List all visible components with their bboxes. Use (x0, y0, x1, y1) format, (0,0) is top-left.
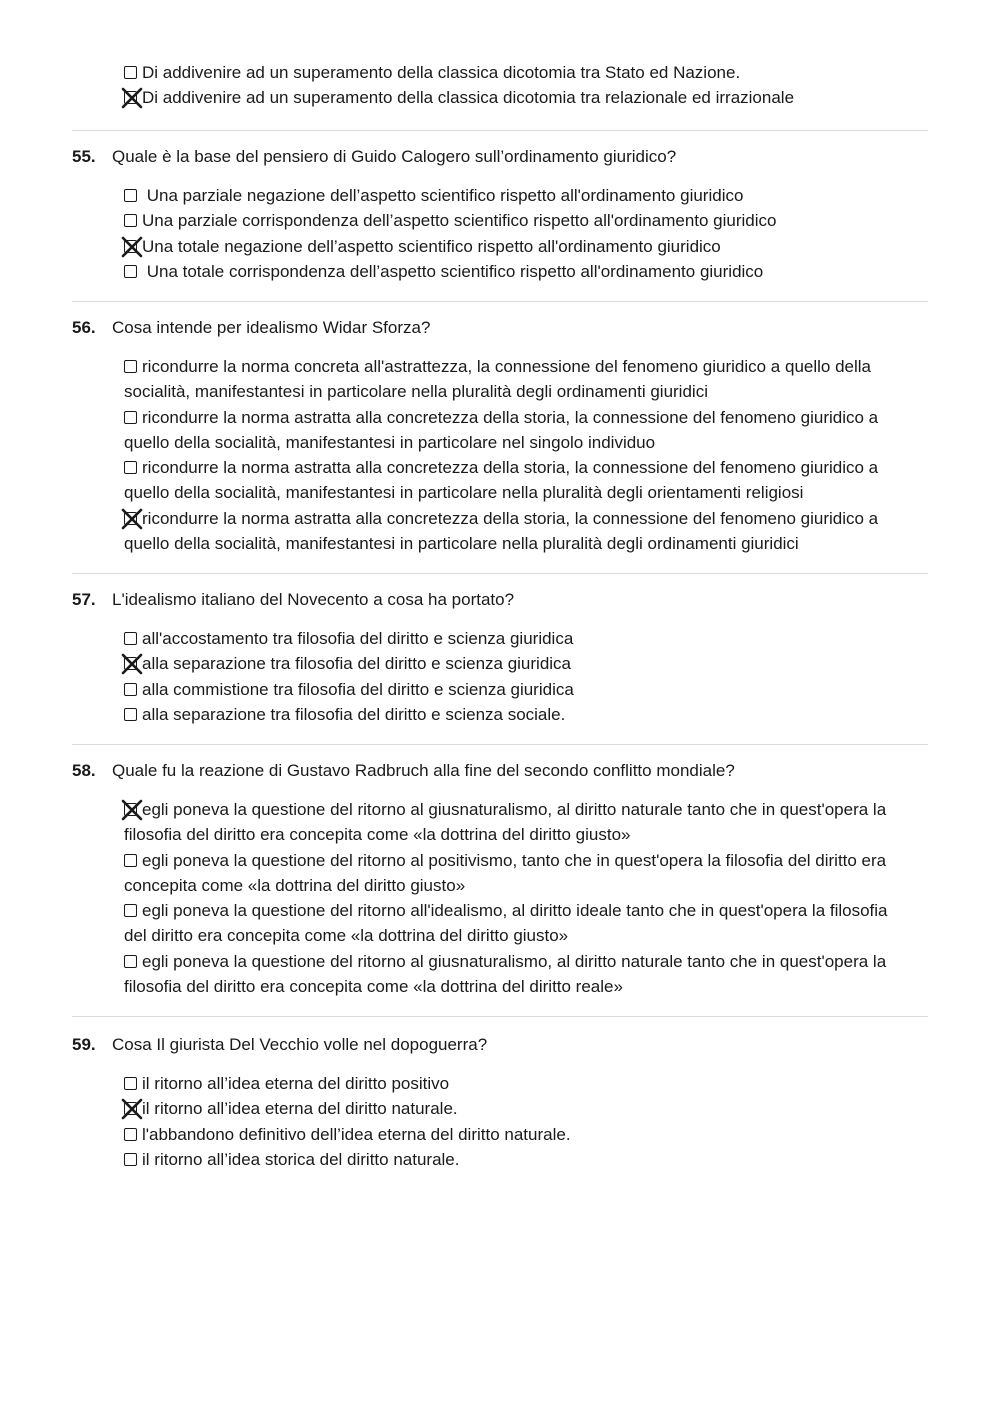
option-text: ricondurre la norma astratta alla concretezza della storia, la connessione del fenomeno giuridico a quello della socialità, manifestantesi in particolare nella pluralità degli orientamenti religiosi (124, 458, 879, 503)
checkbox-empty[interactable] (124, 955, 137, 968)
option-text: all'accostamento tra filosofia del diritto e scienza giuridica (142, 629, 574, 648)
option (124, 651, 914, 676)
option (124, 1147, 914, 1172)
checkbox-empty[interactable] (124, 854, 137, 867)
divider (72, 130, 928, 131)
option (124, 506, 914, 557)
option (124, 1096, 914, 1121)
option (124, 626, 914, 651)
question-54-continued (72, 60, 928, 111)
checkbox-empty[interactable] (124, 189, 137, 202)
question-text: L'idealismo italiano del Novecento a cosa ha portato? (112, 590, 515, 609)
checkbox-empty[interactable] (124, 1128, 137, 1141)
options-list (124, 183, 914, 284)
options-list (124, 60, 914, 111)
option-text: ricondurre la norma concreta all'astrattezza, la connessione del fenomeno giuridico a quello della socialità, manifestantesi in particolare nella pluralità degli ordinamenti giuridici (124, 357, 871, 402)
question-text: Cosa Il giurista Del Vecchio volle nel dopoguerra? (112, 1035, 488, 1054)
checkbox-empty[interactable] (124, 632, 137, 645)
option (124, 797, 914, 848)
option (124, 1122, 914, 1147)
cross-mark-icon (120, 507, 144, 531)
cross-mark-icon (120, 798, 144, 822)
option-text: Una totale negazione dell’aspetto scientifico rispetto all'ordinamento giuridico (142, 236, 721, 256)
option (124, 455, 914, 506)
divider (72, 744, 928, 745)
option-text: l'abbandono definitivo dell’idea eterna del diritto naturale. (142, 1124, 571, 1144)
checkbox-empty[interactable] (124, 265, 137, 278)
question-number: 58. (72, 761, 96, 780)
option (124, 949, 914, 1000)
option-text: alla separazione tra filosofia del diritto e scienza giuridica (142, 654, 572, 674)
option-text: Una totale corrispondenza dell’aspetto scientifico rispetto all'ordinamento giuridico (142, 261, 764, 281)
question-58 (72, 759, 928, 999)
checkbox-empty[interactable] (124, 461, 137, 474)
option (124, 405, 914, 456)
option (124, 354, 914, 405)
cross-mark-icon (120, 1097, 144, 1121)
option (124, 848, 914, 899)
option-text: Di addivenire ad un superamento della classica dicotomia tra relazionale ed irrazionale (142, 88, 795, 108)
option-text: Di addivenire ad un superamento della classica dicotomia tra Stato ed Nazione. (142, 63, 741, 82)
question-56 (72, 316, 928, 556)
divider (72, 301, 928, 302)
question-55 (72, 145, 928, 284)
options-list (124, 626, 914, 727)
option (124, 234, 914, 259)
option (124, 898, 914, 949)
checkbox-empty[interactable] (124, 360, 137, 373)
question-number: 59. (72, 1035, 96, 1054)
option-text: il ritorno all’idea eterna del diritto positivo (142, 1074, 450, 1093)
checkbox-checked[interactable] (124, 803, 137, 816)
option-text: Una parziale corrispondenza dell’aspetto scientifico rispetto all'ordinamento giuridico (142, 211, 777, 231)
checkbox-empty[interactable] (124, 214, 137, 227)
options-list (124, 797, 914, 999)
options-list (124, 354, 914, 556)
option-text: ricondurre la norma astratta alla concretezza della storia, la connessione del fenomeno giuridico a quello della socialità, manifestantesi in particolare nel singolo individuo (124, 407, 879, 452)
option-text: alla separazione tra filosofia del diritto e scienza sociale. (142, 704, 566, 724)
checkbox-empty[interactable] (124, 411, 137, 424)
option (124, 702, 914, 727)
checkbox-empty[interactable] (124, 1153, 137, 1166)
checkbox-empty[interactable] (124, 1077, 137, 1090)
option-text: ricondurre la norma astratta alla concretezza della storia, la connessione del fenomeno giuridico a quello della socialità, manifestantesi in particolare nella pluralità degli ordinamenti giuridici (124, 508, 879, 554)
checkbox-checked[interactable] (124, 240, 137, 253)
cross-mark-icon (120, 235, 144, 259)
checkbox-empty[interactable] (124, 683, 137, 696)
option (124, 183, 914, 208)
question-number: 57. (72, 590, 96, 609)
question-57 (72, 588, 928, 727)
option (124, 208, 914, 233)
question-text: Quale è la base del pensiero di Guido Calogero sull’ordinamento giuridico? (112, 147, 677, 166)
option-text: egli poneva la questione del ritorno al giusnaturalismo, al diritto naturale tanto che in quest'opera la filosofia del diritto era concepita come «la dottrina del diritto reale» (124, 951, 887, 997)
option-text: egli poneva la questione del ritorno al giusnaturalismo, al diritto naturale tanto che in quest'opera la filosofia del diritto era concepita come «la dottrina del diritto giusto» (124, 800, 887, 845)
checkbox-checked[interactable] (124, 1102, 137, 1115)
divider (72, 1016, 928, 1017)
option-text: egli poneva la questione del ritorno all'idealismo, al diritto ideale tanto che in quest'opera la filosofia del diritto era concepita come «la dottrina del diritto giusto» (124, 901, 888, 946)
checkbox-checked[interactable] (124, 657, 137, 670)
question-number: 55. (72, 147, 96, 166)
option (124, 259, 914, 284)
option-text: Una parziale negazione dell’aspetto scientifico rispetto all'ordinamento giuridico (142, 186, 744, 205)
option (124, 1071, 914, 1096)
option (124, 677, 914, 702)
divider (72, 573, 928, 574)
checkbox-empty[interactable] (124, 708, 137, 721)
question-text: Cosa intende per idealismo Widar Sforza? (112, 318, 431, 337)
option (124, 85, 914, 110)
option (124, 60, 914, 85)
option-text: alla commistione tra filosofia del diritto e scienza giuridica (142, 679, 574, 699)
cross-mark-icon (120, 652, 144, 676)
option-text: il ritorno all’idea storica del diritto naturale. (142, 1149, 460, 1169)
option-text: il ritorno all’idea eterna del diritto naturale. (142, 1099, 458, 1119)
checkbox-checked[interactable] (124, 91, 137, 104)
option-text: egli poneva la questione del ritorno al positivismo, tanto che in quest'opera la filosofia del diritto era concepita come «la dottrina del diritto giusto» (124, 850, 887, 895)
question-text: Quale fu la reazione di Gustavo Radbruch alla fine del secondo conflitto mondiale? (112, 761, 735, 780)
checkbox-empty[interactable] (124, 66, 137, 79)
question-number: 56. (72, 318, 96, 337)
question-59 (72, 1033, 928, 1172)
options-list (124, 1071, 914, 1172)
checkbox-empty[interactable] (124, 904, 137, 917)
checkbox-checked[interactable] (124, 512, 137, 525)
cross-mark-icon (120, 86, 144, 110)
